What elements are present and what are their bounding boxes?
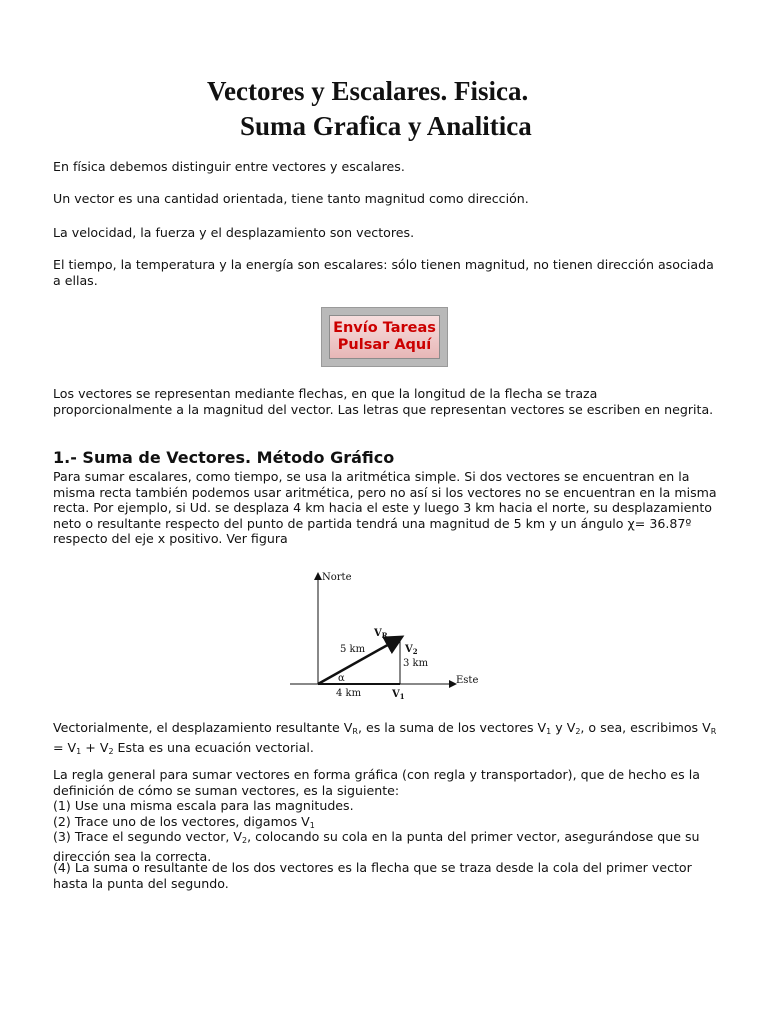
button-face[interactable]	[329, 315, 440, 359]
angle-label: α	[338, 673, 345, 684]
section-paragraph: Para sumar escalares, como tiempo, se usa la aritmética simple. Si dos vectores se encuentran en la misma recta también podemos usar aritmética, pero no así si los vectores no se encuentran en la misma recta. Por ejemplo, si Ud. se desplaza 4 km hacia el este y luego 3 km hacia el norte, su desplazamiento neto o resultante respecto del punto de partida tendrá una magnitud de 5 km y un ángulo χ= 36.87º respecto del eje x positivo. Ver figura	[53, 469, 717, 546]
envio-tareas-button[interactable]	[321, 307, 448, 367]
rule-step-2: (2) Trace uno de los vectores, digamos $V_1$	[53, 814, 315, 830]
rule-step-3: (3) Trace el segundo vector, $V_2$, colocando su cola en la punta del primer vector, asegurándose que su dirección sea la correcta.	[53, 829, 700, 864]
intro-paragraph-4: El tiempo, la temperatura y la energía son escalares: sólo tienen magnitud, no tienen dirección asociada a ellas.	[53, 257, 714, 288]
vr-label: $V_R$	[374, 628, 388, 640]
rules-intro: La regla general para sumar vectores en forma gráfica (con regla y transportador), que de hecho es la definición de cómo se suman vectores, es la siguiente:	[53, 767, 700, 798]
vectorial-paragraph: Vectorialmente, el desplazamiento resultante $V_R$, es la suma de los vectores $V_1$ y $V_2$, o sea, escribimos $V_R = V_1 + V_2$ Esta es una ecuación vectorial.	[53, 720, 717, 756]
side-label: 3 km	[403, 658, 429, 669]
button-label-line-1: Envío Tareas	[333, 320, 436, 336]
representation-paragraph: Los vectores se representan mediante flechas, en que la longitud de la flecha se traza proporcionalmente a la magnitud del vector. Las letras que representan vectores se escriben en negrita.	[53, 386, 714, 417]
button-label-line-2: Pulsar Aquí	[337, 337, 432, 353]
title-line-2: Suma Grafica y Analitica	[240, 111, 532, 141]
vector-diagram	[280, 562, 490, 702]
rule-step-1: (1) Use una misma escala para las magnitudes.	[53, 798, 354, 813]
intro-paragraph-1: En física debemos distinguir entre vectores y escalares.	[53, 159, 405, 174]
north-label: Norte	[322, 572, 352, 583]
section-heading: 1.- Suma de Vectores. Método Gráfico	[53, 448, 395, 467]
east-label: Este	[456, 675, 479, 686]
title-line-1: Vectores y Escalares. Fisica.	[207, 76, 529, 106]
intro-paragraph-2: Un vector es una cantidad orientada, tiene tanto magnitud como dirección.	[53, 191, 529, 206]
base-label: 4 km	[336, 688, 362, 699]
rule-step-4: (4) La suma o resultante de los dos vectores es la flecha que se traza desde la cola del primer vector hasta la punta del segundo.	[53, 860, 692, 891]
v1-label: $V_1$	[392, 689, 405, 701]
hypotenuse-label: 5 km	[340, 644, 366, 655]
intro-paragraph-3: La velocidad, la fuerza y el desplazamiento son vectores.	[53, 225, 415, 240]
v2-label: $V_2$	[405, 644, 418, 656]
